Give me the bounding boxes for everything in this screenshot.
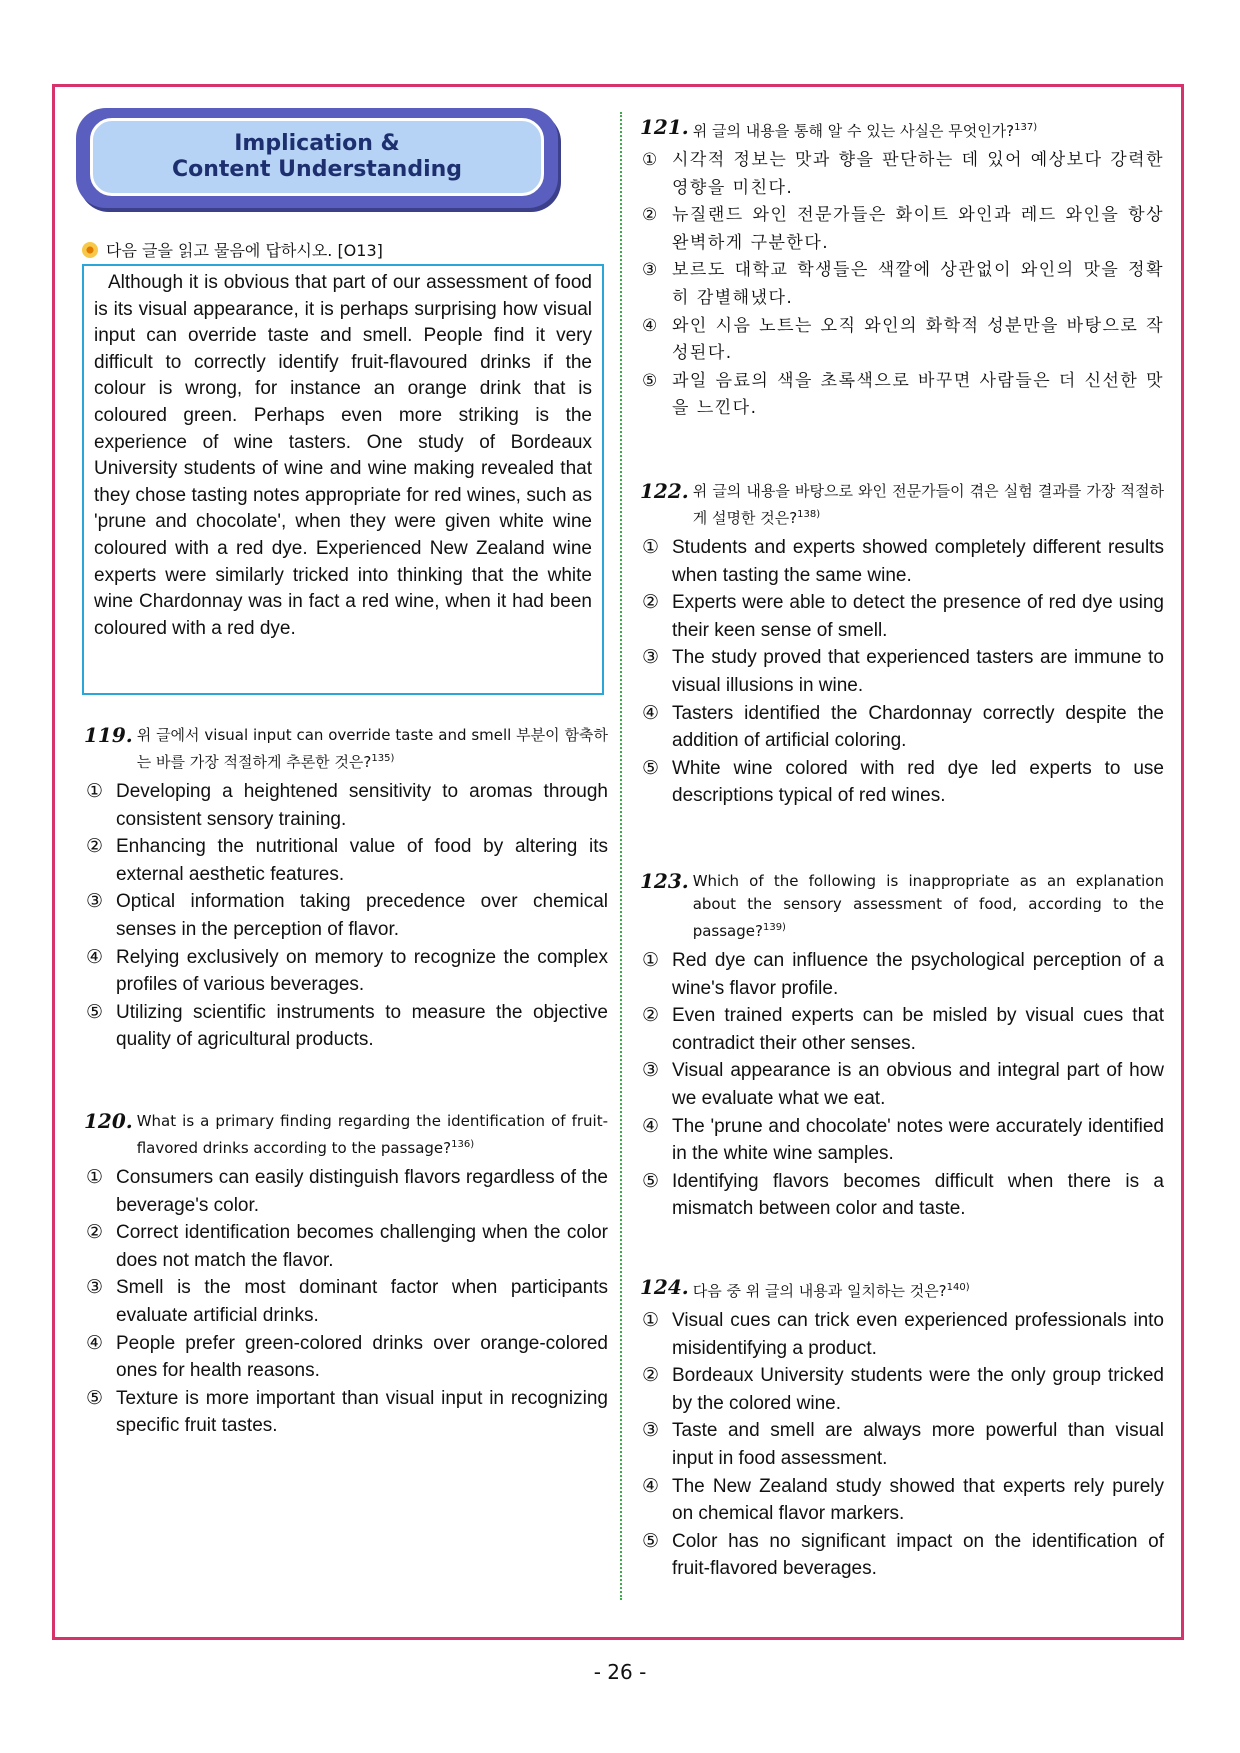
option[interactable]: ③ Optical information taking precedence over chemical senses in the perception of flavor. (86, 891, 608, 940)
question-122 (640, 480, 1164, 810)
question-text: 다음 중 위 글의 내용과 일치하는 것은?$^{140)}$ (692, 1282, 970, 1300)
option-list (640, 534, 1164, 810)
footnote-ref: 137) (1014, 122, 1038, 133)
page-number: - 26 - (593, 1660, 647, 1684)
reading-passage: Although it is obvious that part of our assessment of food is its visual appearance, it is perhaps surprising how visual input can override taste and smell. People find it very difficult to correctly identify fruit-flavoured drinks if the colour is wrong, for instance an orange drink that is coloured green. Perhaps even more striking is the experience of wine tasters. One study of Bordeaux University students of wine and wine making revealed that they chose tasting notes appropriate for red wines, such as 'prune and chocolate', when they were given white wine coloured with a red dye. Experienced New Zealand wine experts were similarly tricked into thinking that the white wine Chardonnay was in fact a red wine, when it had been coloured with a red dye. (82, 264, 604, 695)
question-number: 120. (84, 1109, 133, 1133)
option[interactable]: ② Correct identification becomes challenging when the color does not match the flavor. (86, 1222, 608, 1271)
option[interactable]: ① Visual cues can trick even experienced professionals into misidentifying a product. (642, 1310, 1164, 1359)
option[interactable]: ⑤ Identifying flavors becomes difficult when there is a mismatch between color and taste. (642, 1170, 1164, 1220)
option[interactable]: ① Students and experts showed completely different results when tasting the same wine. (642, 537, 1164, 586)
question-119 (84, 724, 608, 1054)
option[interactable]: ① Red dye can influence the psychological perception of a wine's flavor profile. (642, 950, 1164, 999)
option-list (84, 1164, 608, 1440)
footnote-ref: 136) (451, 1139, 475, 1150)
question-text: 위 글의 내용을 바탕으로 와인 전문가들이 겪은 실험 결과를 가장 적절하게 설명한 것은?$^{138)}$ (692, 482, 1164, 527)
flower-icon (82, 242, 98, 258)
question-123 (640, 870, 1164, 1223)
option[interactable]: ② Bordeaux University students were the only group tricked by the colored wine. (642, 1365, 1164, 1414)
question-number: 121. (640, 115, 689, 139)
option[interactable]: ③ The study proved that experienced tasters are immune to visual illusions in wine. (642, 647, 1164, 696)
option[interactable]: ④ 와인 시음 노트는 오직 와인의 화학적 성분만을 바탕으로 작성된다. (642, 315, 1164, 364)
option[interactable]: ② Enhancing the nutritional value of food by altering its external aesthetic features. (86, 836, 608, 885)
option[interactable]: ⑤ Color has no significant impact on the identification of fruit-flavored beverages. (642, 1530, 1164, 1580)
question-text: 위 글에서 visual input can override taste and smell 부분이 함축하는 바를 가장 적절하게 추론한 것은?$^{135)}$ (136, 726, 608, 771)
section-title-badge (76, 108, 558, 208)
column-divider (620, 112, 622, 1600)
option[interactable]: ⑤ Texture is more important than visual input in recognizing specific fruit tastes. (86, 1387, 608, 1437)
footnote-ref: 139) (762, 922, 786, 933)
option[interactable]: ② Experts were able to detect the presence of red dye using their keen sense of smell. (642, 592, 1164, 641)
option[interactable]: ② 뉴질랜드 와인 전문가들은 화이트 와인과 레드 와인을 항상 완벽하게 구분한다. (642, 205, 1164, 253)
section-title-line2: Content Understanding (171, 157, 463, 182)
section-title-line1: Implication & (234, 131, 400, 156)
option[interactable]: ④ The New Zealand study showed that experts rely purely on chemical flavor markers. (642, 1475, 1164, 1525)
question-number: 123. (640, 869, 689, 893)
option[interactable]: ① Developing a heightened sensitivity to aromas through consistent sensory training. (86, 781, 608, 830)
footnote-ref: 138) (797, 509, 821, 520)
option[interactable]: ④ The 'prune and chocolate' notes were accurately identified in the white wine samples. (642, 1115, 1164, 1165)
question-number: 124. (640, 1275, 689, 1299)
option[interactable]: ② Even trained experts can be misled by visual cues that contradict their other senses. (642, 1005, 1164, 1054)
question-number: 119. (84, 723, 133, 747)
option[interactable]: ① Consumers can easily distinguish flavors regardless of the beverage's color. (86, 1167, 608, 1216)
question-text: Which of the following is inappropriate as an explanation about the sensory assessment of food, according to the passage?$^{139)}$ (692, 872, 1164, 940)
option[interactable]: ⑤ 과일 음료의 색을 초록색으로 바꾸면 사람들은 더 신선한 맛을 느낀다. (642, 370, 1164, 419)
question-120 (84, 1110, 608, 1440)
question-text: What is a primary finding regarding the identification of fruit-flavored drinks according to the passage?$^{136)}$ (136, 1112, 608, 1157)
option[interactable]: ③ Visual appearance is an obvious and integral part of how we evaluate what we eat. (642, 1060, 1164, 1109)
option[interactable]: ④ People prefer green-colored drinks over orange-colored ones for health reasons. (86, 1332, 608, 1382)
question-number: 122. (640, 479, 689, 503)
option[interactable]: ④ Tasters identified the Chardonnay correctly despite the addition of artificial coloring. (642, 702, 1164, 752)
option[interactable]: ③ 보르도 대학교 학생들은 색깔에 상관없이 와인의 맛을 정확히 감별해냈다. (642, 260, 1164, 308)
option[interactable]: ③ Smell is the most dominant factor when participants evaluate artificial drinks. (86, 1277, 608, 1326)
option-list (640, 1307, 1164, 1583)
footnote-ref: 135) (371, 753, 395, 764)
section-title-inner (90, 118, 544, 196)
instruction (82, 238, 383, 261)
question-121 (640, 116, 1164, 423)
option-list (640, 947, 1164, 1223)
option-list (84, 778, 608, 1054)
option[interactable]: ⑤ Utilizing scientific instruments to measure the objective quality of agricultural products. (86, 1001, 608, 1051)
instruction-text: 다음 글을 읽고 물음에 답하시오. [O13] (106, 241, 383, 260)
question-text: 위 글의 내용을 통해 알 수 있는 사실은 무엇인가?$^{137)}$ (692, 122, 1038, 140)
option[interactable]: ⑤ White wine colored with red dye led experts to use descriptions typical of red wines. (642, 757, 1164, 807)
footnote-ref: 140) (946, 1282, 970, 1293)
option[interactable]: ① 시각적 정보는 맛과 향을 판단하는 데 있어 예상보다 강력한 영향을 미친다. (642, 150, 1164, 198)
option[interactable]: ③ Taste and smell are always more powerful than visual input in food assessment. (642, 1420, 1164, 1469)
question-124 (640, 1276, 1164, 1583)
option-list (640, 147, 1164, 423)
option[interactable]: ④ Relying exclusively on memory to recognize the complex profiles of various beverages. (86, 946, 608, 996)
